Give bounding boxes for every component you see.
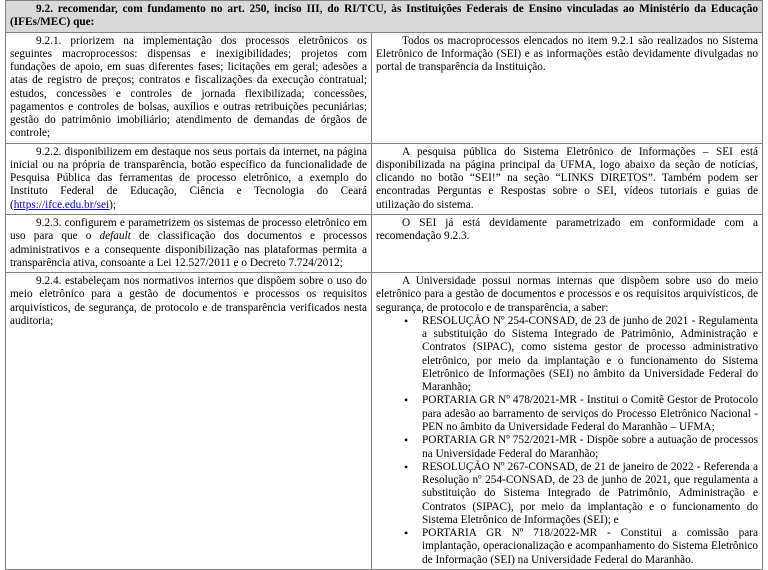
recommendation-text-9-2-2 [10, 146, 367, 212]
recommendation-text-9-2-3-part1: 9.2.3. configurem e parametrizem os sistemas de processo eletrônico em uso para que o [10, 216, 367, 243]
response-cell-9-2-3 [372, 214, 763, 272]
response-cell-9-2-4 [372, 273, 763, 570]
response-cell-9-2-1 [372, 32, 763, 143]
table-row [6, 32, 763, 143]
table-header-row [6, 1, 763, 33]
table-row [6, 143, 763, 214]
response-text-9-2-1: Todos os macroprocessos elencados no item 9.2.1 são realizados no Sistema Eletrônico de Informação (SEI) e as informações estão devidamente divulgadas no portal de transparência da Instituição. [376, 34, 759, 74]
list-item: • PORTARIA GR Nº 718/2022-MR - Constitui a comissão para implantação, operacionalização e acompanhamento do Sistema Eletrônico de Informação (SEI) na Universidade Federal do Maranhão. [402, 527, 758, 567]
table-row [6, 214, 763, 272]
recommendation-cell-9-2-1 [6, 32, 372, 143]
recommendation-text-9-2-4: 9.2.4. estabeleçam nos normativos internos que dispõem sobre o uso do meio eletrônico para a gestão de documentos e processos os requisitos arquivísticos, de segurança, de protocolo e de transparência verificados nesta auditoria; [10, 275, 367, 327]
list-item: • RESOLUÇÃO Nº 267-CONSAD, de 21 de janeiro de 2022 - Referenda a Resolução nº 254-CONSAD, de 23 de junho de 2021, que regulamenta a substituição do Sistema Integrado de Patrimônio, Administração e Contratos (SIPAC), por meio da implantação e o funcionamento do Sistema Eletrônico de Informações (SEI); e [402, 461, 758, 527]
recommendation-text-9-2-1: 9.2.1. priorizem na implementação dos processos eletrônicos os seguintes macroprocessos: dispensas e inexigibilidades; projetos com fundações de apoio, em suas diferentes fases; licitações em geral; adesões a atas de registro de preços; contratos e fiscalizações da execução contratual; estudos, concessões e controles de jornada flexibilizada; concessões, pagamentos e controles de bolsas, auxílios e outras retribuições pecuniárias; gestão do patrimônio imobiliário; atendimento de demandas de órgãos de controle; [10, 34, 367, 140]
recommendation-text-9-2-3-part2: de classificação dos documentos e processos administrativos e a consequente disponibilização nas plataformas permita a transparência ativa, consoante a Lei 12.527/2011 e o Decreto 7.724/2012; [10, 230, 367, 269]
response-text-9-2-3: O SEI já está devidamente parametrizado em conformidade com a recomendação 9.2.3. [376, 216, 759, 243]
list-item: • PORTARIA GR Nº 478/2021-MR - Institui o Comitê Gestor de Protocolo para adesão ao barramento de serviços do Processo Eletrônico Nacional - PEN no âmbito da Universidade Federal do Maranhão – UFMA; [402, 394, 758, 434]
table-row [6, 273, 763, 570]
recommendation-cell-9-2-4 [6, 273, 372, 570]
table-header-cell [6, 1, 763, 33]
recommendation-text-9-2-2-part2: ); [109, 198, 117, 211]
recommendation-cell-9-2-3 [6, 214, 372, 272]
list-item: • PORTARIA GR Nº 752/2021-MR - Dispõe sobre a autuação de processos na Universidade Federal do Maranhão; [402, 434, 758, 461]
response-intro-9-2-4: A Universidade possui normas internas que dispõem sobre uso do meio eletrônico para a gestão de documentos e processos e os requisitos arquivísticos, de segurança, de protocolo e de transparência, a saber: [376, 275, 759, 314]
ifce-sei-link[interactable]: https://ifce.edu.br/sei [13, 198, 110, 211]
recommendation-text-9-2-2-part1: 9.2.2. disponibilizem em destaque nos seus portais da internet, na página inicial ou na própria de transparência, botão específico da funcionalidade de Pesquisa Pública das ferramentas de processo eletrônico, a exemplo do Instituto Federal de Educação, Ciência e Tecnologia do Ceará ( [10, 145, 367, 211]
response-text-9-2-2: A pesquisa pública do Sistema Eletrônico de Informações – SEI está disponibilizada na página principal da UFMA, logo abaixo da seção de notícias, clicando no botão “SEI!” na seção “LINKS DIRETOS”. Também podem ser encontradas Perguntas e Respostas sobre o SEI, vídeos tutoriais e guias de utilização do sistema. [376, 145, 759, 211]
recommendations-table [5, 0, 763, 570]
recommendation-text-9-2-3-italic: default [99, 230, 131, 243]
table-header-text: 9.2. recomendar, com fundamento no art. 250, inciso III, do RI/TCU, às Instituições Federais de Ensino vinculadas ao Ministério da Educação (IFEs/MEC) que: [10, 3, 759, 29]
normative-list [376, 315, 758, 567]
recommendation-cell-9-2-2 [6, 143, 372, 214]
list-item: • RESOLUÇÃO Nº 254-CONSAD, de 23 de junho de 2021 - Regulamenta a substituição do Sistema Integrado de Patrimônio, Administração e Contratos (SIPAC), como sistema gestor de processo administrativo eletrônico, por meio da implantação e o funcionamento do Sistema Eletrônico de Informações (SEI) no âmbito da Universidade Federal do Maranhão; [402, 315, 758, 395]
recommendation-text-9-2-3 [10, 217, 367, 270]
response-cell-9-2-2 [372, 143, 763, 214]
